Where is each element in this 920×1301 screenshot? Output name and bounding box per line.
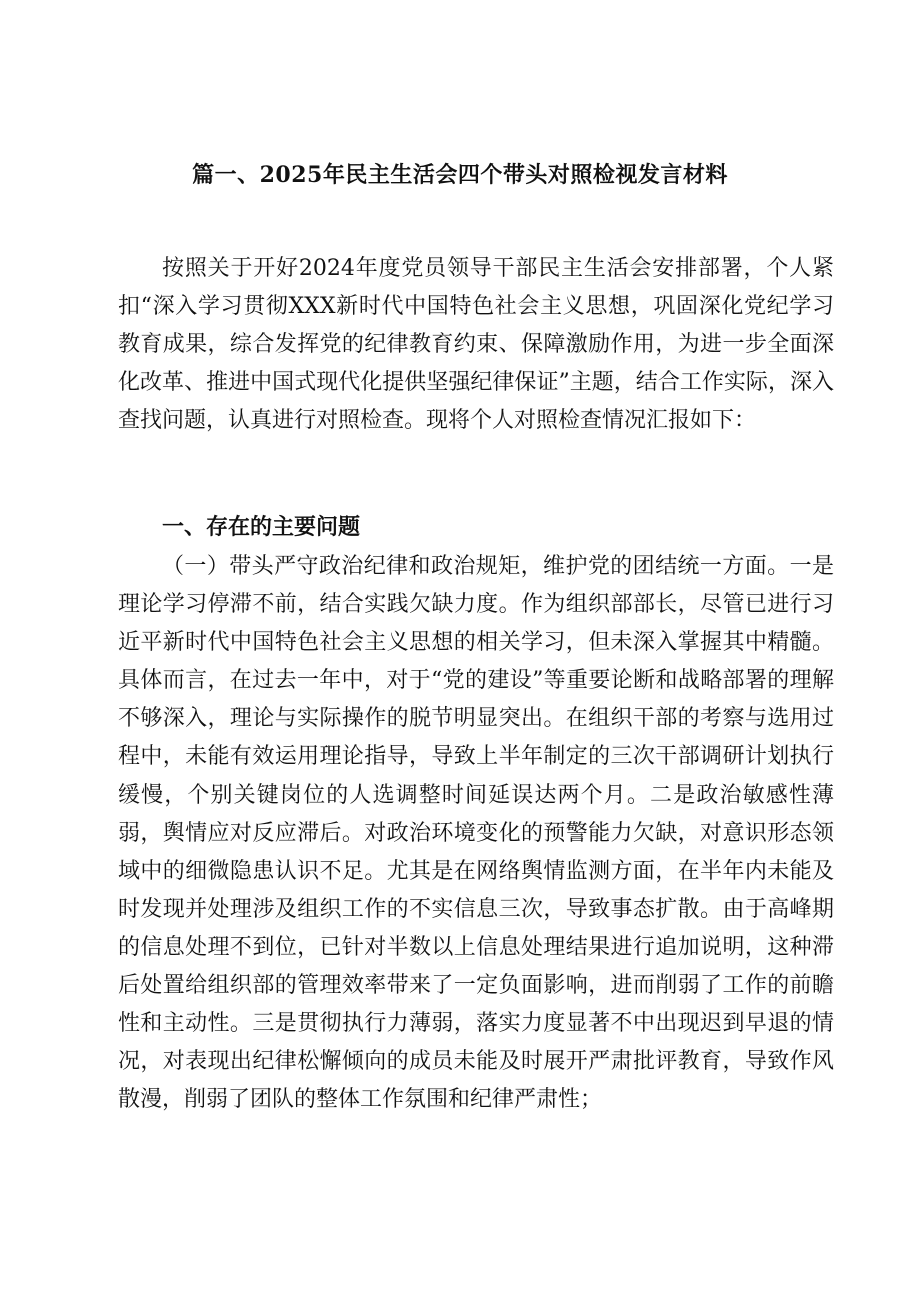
- section-heading: 一、存在的主要问题: [162, 514, 361, 540]
- intro-paragraph: 按照关于开好2024年度党员领导干部民主生活会安排部署，个人紧扣“深入学习贯彻XXX新时代中国特色社会主义思想，巩固深化党纪学习教育成果，综合发挥党的纪律教育约束、保障激励作用，为进一步全面深化改革、推进中国式现代化提供坚强纪律保证”主题，结合工作实际，深入查找问题，认真进行对照检查。现将个人对照检查情况汇报如下：: [118, 256, 834, 434]
- body-paragraph: （一）带头严守政治纪律和政治规矩，维护党的团结统一方面。一是理论学习停滞不前，结合实践欠缺力度。作为组织部部长，尽管已进行习近平新时代中国特色社会主义思想的相关学习，但未深入掌握其中精髓。具体而言，在过去一年中，对于“党的建设”等重要论断和战略部署的理解不够深入，理论与实际操作的脱节明显突出。在组织干部的考察与选用过程中，未能有效运用理论指导，导致上半年制定的三次干部调研计划执行缓慢，个别关键岗位的人选调整时间延误达两个月。二是政治敏感性薄弱，舆情应对反应滞后。对政治环境变化的预警能力欠缺，对意识形态领域中的细微隐患认识不足。尤其是在网络舆情监测方面，在半年内未能及时发现并处理涉及组织工作的不实信息三次，导致事态扩散。由于高峰期的信息处理不到位，已针对半数以上信息处理结果进行追加说明，这种滞后处置给组织部的管理效率带来了一定负面影响，进而削弱了工作的前瞻性和主动性。三是贯彻执行力薄弱，落实力度显著不中出现迟到早退的情况，对表现出纪律松懈倾向的成员未能及时展开严肃批评教育，导致作风散漫，削弱了团队的整体工作氛围和纪律严肃性；: [118, 554, 834, 1113]
- document-title: 篇一、2025年民主生活会四个带头对照检视发言材料: [192, 162, 728, 188]
